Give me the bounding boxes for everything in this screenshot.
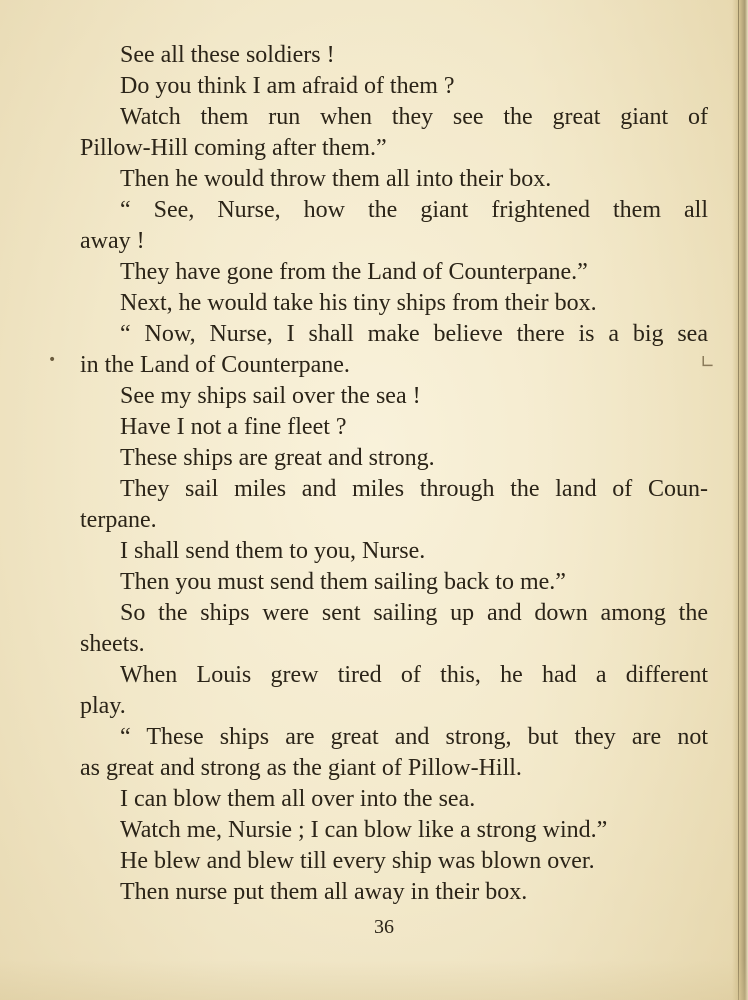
text-line: in the Land of Counterpane. (80, 352, 350, 378)
text-line: Then you must send them sailing back to me.” (120, 569, 566, 595)
binding-edge-line (738, 0, 739, 1000)
text-line: away ! (80, 228, 145, 254)
text-line: Do you think I am afraid of them ? (120, 73, 455, 99)
text-line: Next, he would take his tiny ships from their box. (120, 290, 597, 316)
text-line: He blew and blew till every ship was blown over. (120, 848, 595, 874)
binding-edge (732, 0, 748, 1000)
text-line: I can blow them all over into the sea. (120, 786, 476, 812)
text-line: Have I not a fine fleet ? (120, 414, 347, 440)
text-line: Watch me, Nursie ; I can blow like a strong wind.” (120, 817, 608, 843)
text-line: They sail miles and miles through the land of Coun- (120, 476, 708, 502)
text-line: I shall send them to you, Nurse. (120, 538, 426, 564)
text-line: as great and strong as the giant of Pillow-Hill. (80, 755, 522, 781)
page-number: 36 (374, 916, 394, 938)
text-line: See my ships sail over the sea ! (120, 383, 421, 409)
text-line: “ These ships are great and strong, but they are not (120, 724, 708, 750)
text-line: Then he would throw them all into their box. (120, 166, 552, 192)
text-line: When Louis grew tired of this, he had a different (120, 662, 708, 688)
page-bottom-shade (0, 960, 748, 1000)
text-line: Watch them run when they see the great giant of (120, 104, 708, 130)
text-line: terpane. (80, 507, 157, 533)
margin-mark: ∟ (700, 352, 716, 373)
text-line: They have gone from the Land of Counterpane.” (120, 259, 588, 285)
text-line: See all these soldiers ! (120, 42, 335, 68)
text-line: Pillow-Hill coming after them.” (80, 135, 387, 161)
text-line: play. (80, 693, 126, 719)
text-line: “ See, Nurse, how the giant frightened them all (120, 197, 708, 223)
story-text (80, 40, 708, 908)
text-line: sheets. (80, 631, 145, 657)
text-line: Then nurse put them all away in their box. (120, 879, 528, 905)
margin-speck: • (48, 352, 57, 368)
text-line: So the ships were sent sailing up and down among the (120, 600, 708, 626)
text-line: These ships are great and strong. (120, 445, 435, 471)
text-line: “ Now, Nurse, I shall make believe there is a big sea (120, 321, 708, 347)
